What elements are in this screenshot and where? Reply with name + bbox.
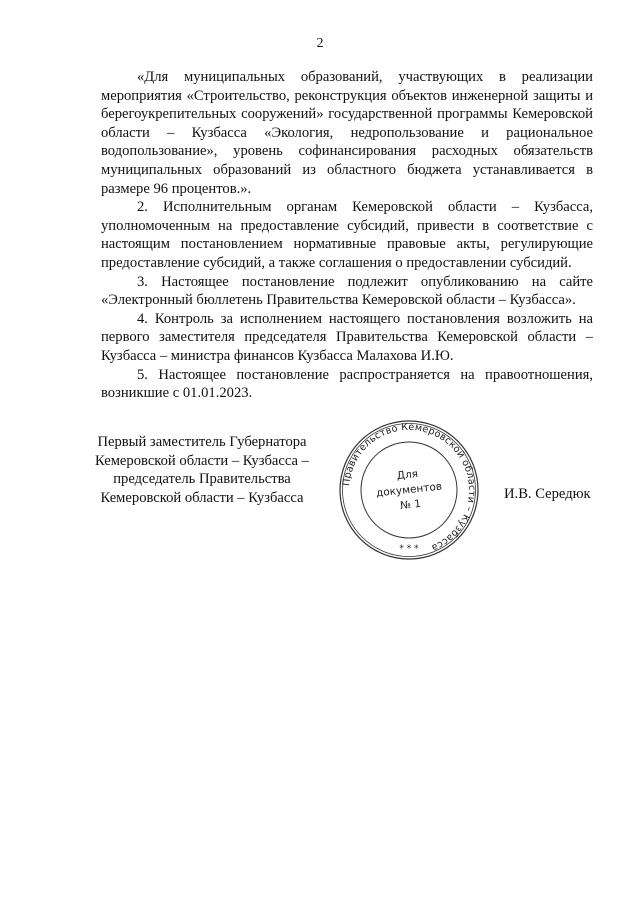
paragraph-4: 4. Контроль за исполнением настоящего постановления возложить на первого заместителя председателя Правительства Кемеровской области – Кузбасса – министра финансов Кузбасса Малахова И.Ю. bbox=[101, 310, 593, 364]
paragraph-5: 5. Настоящее постановление распространяется на правоотношения, возникшие с 01.01.2023. bbox=[101, 366, 593, 402]
document-body bbox=[101, 68, 593, 403]
paragraph-3: 3. Настоящее постановление подлежит опубликованию на сайте «Электронный бюллетень Правительства Кемеровской области – Кузбасса». bbox=[101, 273, 593, 309]
paragraph-2: 2. Исполнительным органам Кемеровской области – Кузбасса, уполномоченным на предоставление субсидий, привести в соответствие с настоящим постановлением нормативные правовые акты, регулирующие предоставление субсидий, а также соглашения о предоставлении субсидий. bbox=[101, 199, 593, 271]
signatory-title bbox=[84, 433, 320, 507]
stamp-center-line: Для bbox=[396, 468, 419, 483]
official-stamp bbox=[334, 415, 484, 565]
signatory-title-line: председатель Правительства bbox=[113, 471, 291, 488]
signatory-title-line: Кемеровской области – Кузбасса bbox=[100, 489, 304, 506]
page-number: 2 bbox=[316, 36, 324, 51]
paragraph-1: «Для муниципальных образований, участвующих в реализации мероприятия «Строительство, реконструкция объектов инженерной защиты и берегоукрепительных сооружений» государственной программы Кемеровской области – Кузбасса «Экология, недропользование и рациональное водопользование», уровень софинансирования расходных обязательств муниципальных образований из областного бюджета устанавливается в размере 96 процентов.». bbox=[101, 69, 593, 197]
stamp-center-line: № 1 bbox=[399, 497, 422, 512]
signatory-title-line: Кемеровской области – Кузбасса – bbox=[95, 452, 309, 469]
stamp-center-line: документов bbox=[375, 480, 443, 500]
signatory-name: И.В. Середюк bbox=[504, 486, 591, 502]
stamp-stars: * * * bbox=[399, 544, 419, 554]
signatory-title-line: Первый заместитель Губернатора bbox=[97, 434, 307, 450]
stamp-ring-text: Правительство Кемеровской области – Кузбасса bbox=[341, 421, 478, 554]
